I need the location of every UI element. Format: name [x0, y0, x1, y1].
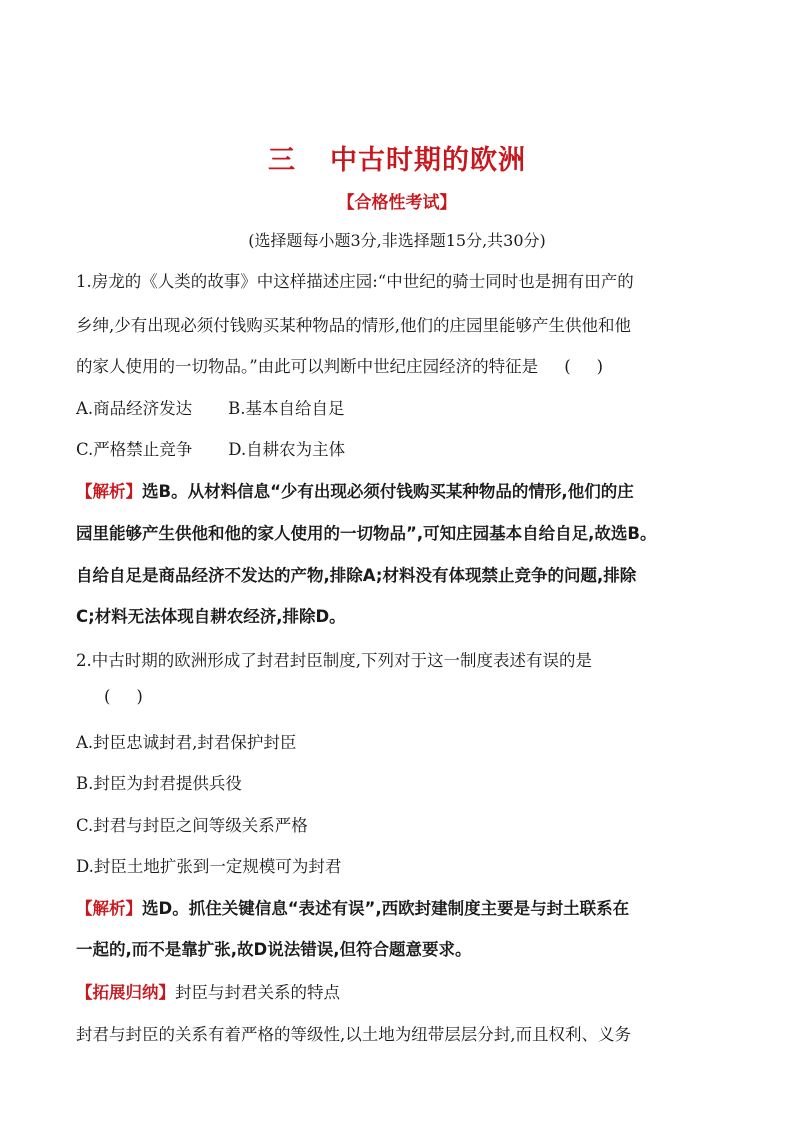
q2-analysis-tag: 【解析】 — [76, 899, 142, 918]
title-text: 中古时期的欧洲 — [330, 145, 526, 176]
q2-analysis-line-2: 一起的,而不是靠扩张,故D说法错误,但符合题意要求。 — [76, 940, 472, 959]
scoring-note: (选择题每小题3分,非选择题15分,共30分) — [248, 231, 546, 250]
q2-answer-paren: () — [104, 687, 169, 706]
q1-option-b: B.基本自给自足 — [228, 399, 345, 418]
q2-expand-title: 封臣与封君关系的特点 — [175, 983, 340, 1002]
q2-option-b: B.封臣为封君提供兵役 — [76, 774, 242, 793]
q1-stem-text: 的家人使用的一切物品。”由此可以判断中世纪庄园经济的特征是 — [76, 357, 539, 376]
q1-option-c: C.严格禁止竞争 — [76, 440, 193, 459]
page-title — [0, 138, 794, 177]
exam-subtitle: 【合格性考试】 — [337, 193, 457, 213]
q1-stem-line-2: 乡绅,少有出现必须付钱购买某种物品的情形,他们的庄园里能够产生供他和他 — [76, 316, 631, 335]
q2-expand-line-1: 封君与封臣的关系有着严格的等级性,以土地为纽带层层分封,而且权利、义务 — [76, 1025, 631, 1044]
q1-answer-paren: () — [564, 357, 630, 376]
q2-expand-heading — [76, 979, 340, 1003]
q2-analysis-line-1 — [76, 895, 629, 919]
q1-analysis-line-1 — [76, 478, 634, 502]
q1-analysis-line-4: C;材料无法体现自耕农经济,排除D。 — [76, 607, 346, 626]
q2-option-a: A.封臣忠诚封君,封君保护封臣 — [76, 733, 297, 752]
q2-option-c: C.封君与封臣之间等级关系严格 — [76, 816, 308, 835]
q1-analysis-line-2: 园里能够产生供他和他的家人使用的一切物品”,可知庄园基本自给自足,故选B。 — [76, 524, 657, 543]
q1-options-row-2 — [76, 436, 345, 460]
q2-option-d: D.封臣土地扩张到一定规模可为封君 — [76, 857, 342, 876]
q1-options-row-1 — [76, 395, 345, 419]
q1-option-d: D.自耕农为主体 — [228, 440, 346, 459]
title-number: 三 — [268, 145, 296, 176]
q1-analysis-line-3: 自给自足是商品经济不发达的产物,排除A;材料没有体现禁止竞争的问题,排除 — [76, 566, 637, 585]
q2-stem-line-1: 2.中古时期的欧洲形成了封君封臣制度,下列对于这一制度表述有误的是 — [76, 651, 592, 670]
q2-expand-tag: 【拓展归纳】 — [76, 983, 175, 1002]
q1-analysis-tag: 【解析】 — [76, 482, 142, 501]
q1-option-a: A.商品经济发达 — [76, 399, 193, 418]
q1-stem-line-1: 1.房龙的《人类的故事》中这样描述庄园:“中世纪的骑士同时也是拥有田产的 — [76, 272, 634, 291]
q1-stem-line-3 — [76, 353, 629, 377]
q2-analysis-text-1: 选D。抓住关键信息“表述有误”,西欧封建制度主要是与封土联系在 — [142, 899, 630, 918]
q1-analysis-text-1: 选B。从材料信息“少有出现必须付钱购买某种物品的情形,他们的庄 — [142, 482, 634, 501]
